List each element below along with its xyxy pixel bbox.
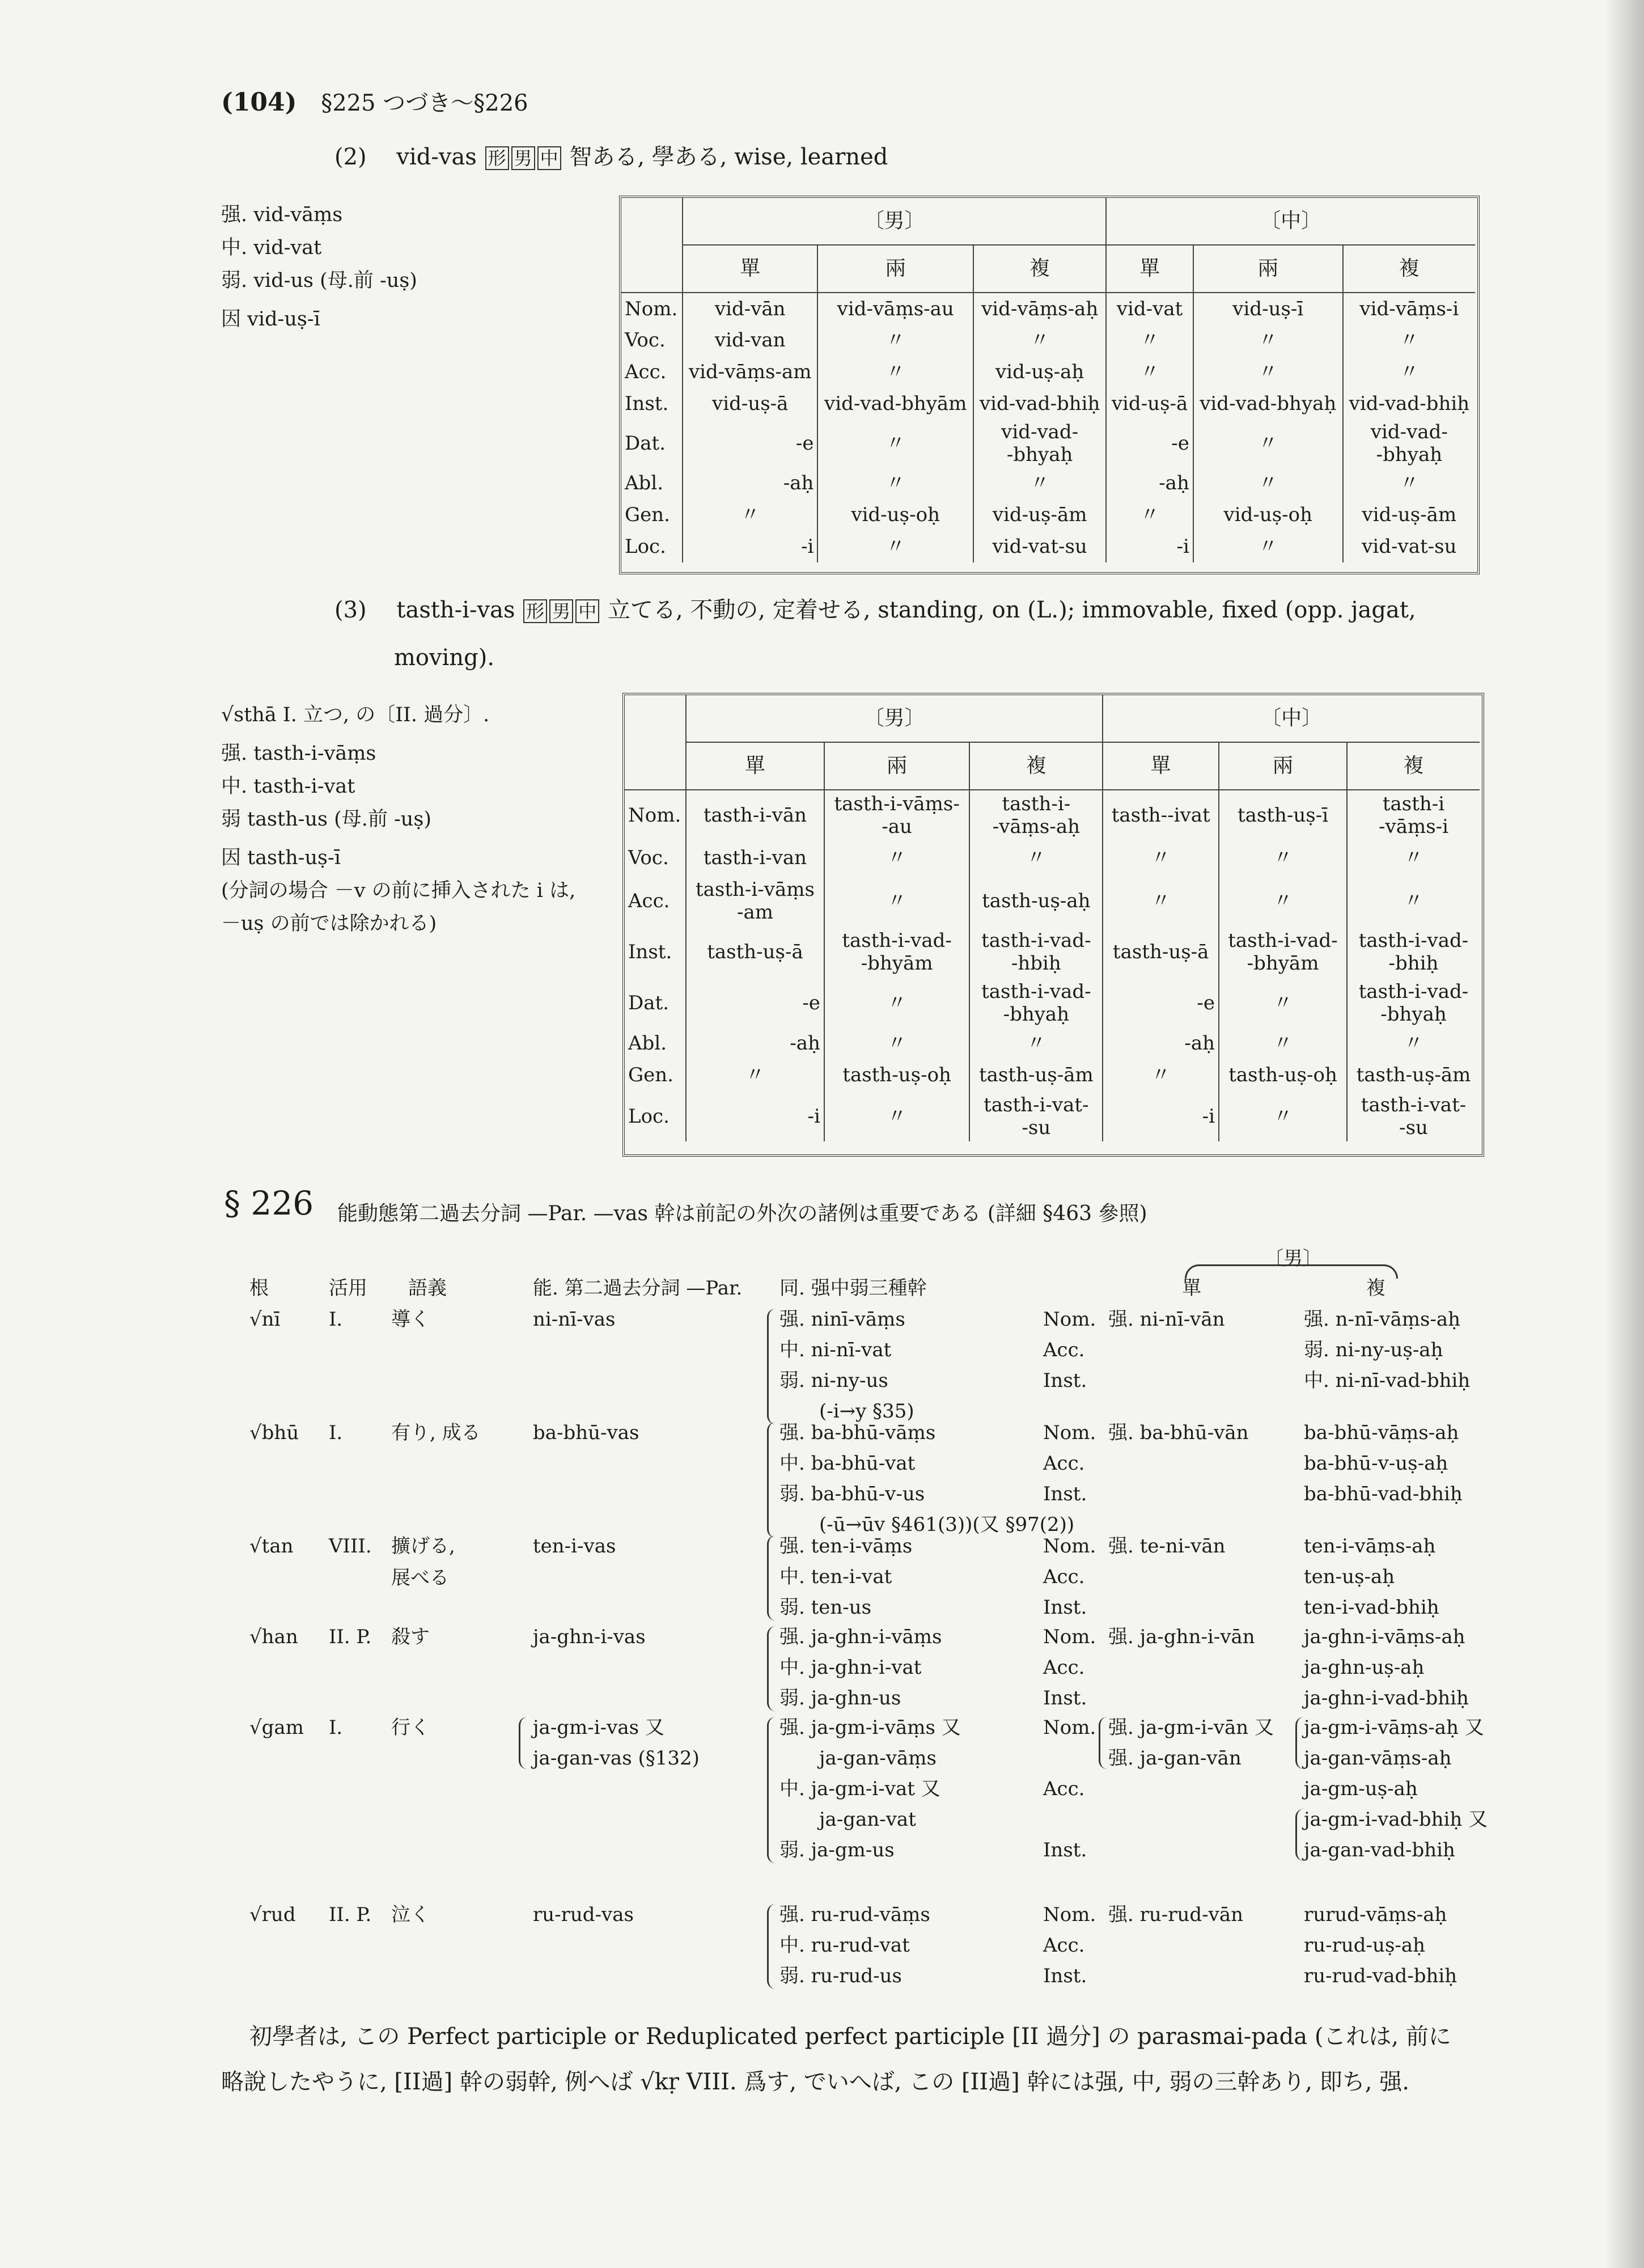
stem-form: 中. ten-i-vat	[779, 1565, 892, 1588]
form-cell: 〃	[1343, 356, 1475, 388]
form-cell: tasth-uṣ-ā	[1103, 926, 1219, 978]
plural-form: 强. n-nī-vāṃs-aḥ	[1304, 1308, 1461, 1331]
form-cell: vid-vāṃs-au	[817, 293, 973, 324]
form-cell: tasth-i-vān	[686, 790, 824, 840]
stem-form: (-ū→ūv §461(3))(又 §97(2))	[819, 1513, 1075, 1536]
case-label: Nom.	[1043, 1716, 1096, 1739]
case-label: Dat.	[628, 992, 670, 1014]
plural-form: ba-bhū-vāṃs-aḥ	[1304, 1421, 1459, 1444]
hdr-root: 根	[249, 1277, 269, 1300]
participle-stem: ba-bhū-vas	[533, 1421, 639, 1444]
plural-form: ja-gan-vāṃs-aḥ	[1304, 1747, 1452, 1770]
stem-strong: 强. tasth-i-vāṃs	[221, 742, 376, 765]
entry-2-stem-list	[221, 198, 417, 336]
plural-form: ba-bhū-v-uṣ-aḥ	[1304, 1452, 1448, 1475]
form-cell: vid-van	[683, 324, 817, 356]
form-cell: tasth-i-vad- -bhiḥ	[1347, 926, 1480, 978]
neut-header: 〔中〕	[1106, 198, 1475, 245]
root: √bhū	[249, 1421, 299, 1444]
pl-header: 複	[969, 742, 1103, 790]
form-cell: 〃	[1106, 356, 1193, 388]
form-cell: tasth-uṣ-ām	[1347, 1059, 1480, 1091]
case-label: Gen.	[625, 503, 670, 526]
tag-neuter: 中	[537, 146, 561, 170]
hdr-meaning: 語義	[408, 1277, 447, 1300]
declension-table-tasthivas	[625, 695, 1480, 1141]
stem-form: 强. ten-i-vāṃs	[779, 1535, 913, 1558]
stem-weak: 弱 tasth-us (母.前 -uṣ)	[221, 808, 431, 831]
neut-header: 〔中〕	[1103, 695, 1480, 742]
declension-table-vidvas	[621, 198, 1475, 562]
form-cell: tasth-i-vāṃs- -au	[824, 790, 969, 840]
table-row	[625, 876, 1480, 926]
stem-form: 强. ja-gm-i-vāṃs 又	[779, 1716, 961, 1739]
verb-class: I.	[329, 1716, 343, 1739]
form-cell: vid-vad-bhyām	[817, 388, 973, 420]
case-label: Inst.	[1043, 1965, 1087, 1987]
stem-form: 弱. ten-us	[779, 1596, 872, 1619]
stem-weak: 弱. vid-us (母.前 -uṣ)	[221, 269, 417, 292]
form-cell: 〃	[824, 978, 969, 1028]
form-cell: 〃	[817, 467, 973, 499]
plural-form: ja-gm-uṣ-aḥ	[1304, 1778, 1418, 1800]
stems-brace	[767, 1309, 776, 1424]
case-label: Inst.	[1043, 1369, 1087, 1392]
form-cell: tasth--ivat	[1103, 790, 1219, 840]
form-cell: vid-vad-bhiḥ	[1343, 388, 1475, 420]
stem-strong: 强. vid-vāṃs	[221, 204, 343, 226]
stem-form: 弱. ja-gm-us	[779, 1839, 895, 1861]
singular-form-alt: 强. ja-gan-vān	[1108, 1747, 1242, 1770]
du-header: 兩	[824, 742, 969, 790]
form-cell: 〃	[973, 324, 1106, 356]
case-label: Abl.	[628, 1032, 667, 1055]
plural-form: ten-i-vāṃs-aḥ	[1304, 1535, 1436, 1558]
form-cell: vid-vad- -bhyaḥ	[1343, 420, 1475, 467]
form-cell: 〃	[824, 840, 969, 876]
form-cell: -i	[1103, 1091, 1219, 1141]
stem-form: 强. ru-rud-vāṃs	[779, 1903, 930, 1926]
stems-brace	[767, 1535, 776, 1620]
case-label: Dat.	[625, 432, 666, 455]
case-label: Inst.	[1043, 1687, 1087, 1710]
case-label: Loc.	[628, 1105, 670, 1128]
form-cell: tasth-uṣ-aḥ	[969, 876, 1103, 926]
form-cell: 〃	[1219, 978, 1347, 1028]
plural-form: ru-rud-vad-bhiḥ	[1304, 1965, 1457, 1987]
participle-stem: ten-i-vas	[533, 1535, 616, 1558]
masc-header: 〔男〕	[683, 198, 1106, 245]
stem-middle: 中. tasth-i-vat	[221, 775, 355, 798]
plural-form: ru-rud-uṣ-aḥ	[1304, 1934, 1426, 1957]
table-row	[625, 1059, 1480, 1091]
hdr-class: 活用	[329, 1277, 367, 1300]
form-cell: 〃	[1193, 356, 1343, 388]
sg-header: 單	[1103, 742, 1219, 790]
table-row	[625, 926, 1480, 978]
form-cell: 〃	[683, 499, 817, 531]
form-cell: tasth-i-vat- -su	[969, 1091, 1103, 1141]
form-cell: tasth-i-vāṃs -am	[686, 876, 824, 926]
form-cell: tasth-i-vat- -su	[1347, 1091, 1480, 1141]
form-cell: tasth-i-van	[686, 840, 824, 876]
case-label: Nom.	[1043, 1535, 1096, 1558]
sg-header: 單	[686, 742, 824, 790]
tag-masculine: 男	[511, 146, 535, 170]
table-row	[621, 420, 1475, 467]
stem-form: 弱. ja-ghn-us	[779, 1687, 901, 1710]
form-cell: tasth-i-vad- -hbiḥ	[969, 926, 1103, 978]
form-cell: -e	[683, 420, 817, 467]
case-label: Loc.	[625, 535, 666, 558]
form-cell: 〃	[817, 356, 973, 388]
form-cell: 〃	[969, 1028, 1103, 1059]
case-label: Acc.	[1043, 1339, 1085, 1361]
form-cell: -aḥ	[1103, 1028, 1219, 1059]
participle-stem-alt: ja-gan-vas (§132)	[533, 1747, 700, 1770]
form-cell: vid-vad- -bhyaḥ	[973, 420, 1106, 467]
verb-class: VIII.	[329, 1535, 372, 1558]
root-note: √sthā I. 立つ, の〔II. 過分〕.	[221, 704, 490, 726]
plural-form: ten-i-vad-bhiḥ	[1304, 1596, 1439, 1619]
singular-form: 强. ru-rud-vān	[1108, 1903, 1244, 1926]
entry-gloss: 立てる, 不動の, 定着せる, standing, on (L.); immovable, fixed (opp. jagat,	[607, 597, 1416, 623]
form-cell: 〃	[817, 531, 973, 562]
case-label: Acc.	[1043, 1934, 1085, 1957]
form-cell: tasth-i-vad- -bhyām	[1219, 926, 1347, 978]
table-row	[621, 293, 1475, 324]
header-title: §225 つづき～§226	[321, 90, 528, 116]
singular-form: 强. ja-gm-i-vān 又	[1108, 1716, 1274, 1739]
form-cell: 〃	[1347, 876, 1480, 926]
case-label: Inst.	[625, 392, 669, 415]
plural-form: rurud-vāṃs-aḥ	[1304, 1903, 1447, 1926]
stem-form: 强. ba-bhū-vāṃs	[779, 1421, 936, 1444]
form-cell: 〃	[1103, 1059, 1219, 1091]
case-label: Acc.	[628, 890, 670, 912]
case-label: Gen.	[628, 1064, 673, 1086]
footer-line-1: 初學者は, この Perfect participle or Reduplicated perfect participle [II 過分] の parasmai-pada (これは, 前に	[249, 2024, 1451, 2050]
table-row	[621, 531, 1475, 562]
verb-class: II. P.	[329, 1903, 372, 1926]
form-cell: vid-vāṃs-am	[683, 356, 817, 388]
sec226-masc-header: 〔男〕	[1264, 1247, 1322, 1270]
singular-form: 强. ba-bhū-vān	[1108, 1421, 1249, 1444]
participle-stem: ja-ghn-i-vas	[533, 1626, 646, 1648]
sg-header: 單	[1106, 245, 1193, 293]
form-cell: vid-uṣ-ām	[973, 499, 1106, 531]
form-cell: 〃	[1347, 1028, 1480, 1059]
form-cell: -i	[683, 531, 817, 562]
form-cell: -aḥ	[686, 1028, 824, 1059]
du-header: 兩	[1193, 245, 1343, 293]
stems-brace	[767, 1717, 776, 1863]
entry-number: (2)	[334, 144, 367, 170]
stem-feminine: 因 tasth-uṣ-ī	[221, 847, 341, 869]
table-row	[621, 324, 1475, 356]
form-cell: 〃	[824, 1028, 969, 1059]
case-label: Nom.	[1043, 1421, 1096, 1444]
stem-form: 中. ja-ghn-i-vat	[779, 1656, 922, 1679]
form-cell: -e	[686, 978, 824, 1028]
form-cell: -e	[1106, 420, 1193, 467]
form-cell: tasth-i- -vāṃs-aḥ	[969, 790, 1103, 840]
hdr-plural: 複	[1366, 1277, 1385, 1300]
root: √tan	[249, 1535, 294, 1558]
entry-gloss: 智ある, 學ある, wise, learned	[569, 144, 888, 170]
stem-form: 强. ninī-vāṃs	[779, 1308, 905, 1331]
form-cell: tasth-i-vad- -bhyām	[824, 926, 969, 978]
form-cell: vid-vāṃs-i	[1343, 293, 1475, 324]
meaning-cont: 展べる	[391, 1567, 449, 1589]
stem-form: 中. ni-nī-vat	[779, 1339, 892, 1361]
meaning: 擴げる,	[391, 1535, 455, 1558]
form-cell: vid-uṣ-ā	[683, 388, 817, 420]
plural-form: ja-ghn-i-vāṃs-aḥ	[1304, 1626, 1465, 1648]
form-cell: 〃	[1193, 420, 1343, 467]
case-label: Nom.	[628, 803, 681, 827]
page-number: (104)	[221, 88, 297, 117]
case-label: Nom.	[1043, 1308, 1096, 1331]
form-cell: vid-uṣ-ām	[1343, 499, 1475, 531]
section-226-description: 能動態第二過去分詞 —Par. —vas 幹は前記の外次の諸例は重要である (詳細 §463 參照)	[337, 1202, 1147, 1225]
form-cell: vid-uṣ-oḥ	[817, 499, 973, 531]
table-row	[625, 1091, 1480, 1141]
stems-brace	[767, 1904, 776, 1989]
entry-3-heading	[334, 587, 1416, 681]
form-cell: vid-vad-bhiḥ	[973, 388, 1106, 420]
corner-cell	[625, 695, 686, 790]
case-label: Acc.	[1043, 1452, 1085, 1475]
hdr-singular: 單	[1182, 1277, 1201, 1300]
entry-2-heading	[334, 134, 888, 181]
plural-form: ja-gm-i-vad-bhiḥ 又	[1304, 1808, 1488, 1831]
case-label: Nom.	[1043, 1903, 1096, 1926]
note-line-2: －uṣ の前では除かれる)	[221, 912, 437, 935]
form-cell: -i	[1106, 531, 1193, 562]
case-label: Acc.	[1043, 1565, 1085, 1588]
plural-form: 中. ni-nī-vad-bhiḥ	[1304, 1369, 1471, 1392]
form-cell: -aḥ	[1106, 467, 1193, 499]
table-row	[621, 388, 1475, 420]
entry-gloss-cont: moving).	[394, 645, 495, 671]
singular-form: 强. ni-nī-vān	[1108, 1308, 1225, 1331]
form-cell: vid-vāṃs-aḥ	[973, 293, 1106, 324]
plural-form: ja-gm-i-vāṃs-aḥ 又	[1304, 1716, 1484, 1739]
form-cell: 〃	[1106, 324, 1193, 356]
form-cell: -i	[686, 1091, 824, 1141]
entry-stem: vid-vas	[396, 144, 477, 170]
stem-form: 强. ja-ghn-i-vāṃs	[779, 1626, 942, 1648]
participle-stem: ni-nī-vas	[533, 1308, 616, 1331]
form-cell: vid-vat-su	[973, 531, 1106, 562]
case-label: Inst.	[1043, 1596, 1087, 1619]
meaning: 泣く	[391, 1903, 430, 1926]
pl-header: 複	[1347, 742, 1480, 790]
verb-class: II. P.	[329, 1626, 372, 1648]
form-cell: vid-vān	[683, 293, 817, 324]
form-cell: 〃	[824, 876, 969, 926]
pl-header: 複	[973, 245, 1106, 293]
table-row	[621, 467, 1475, 499]
hdr-participle: 能. 第二過去分詞 —Par.	[533, 1277, 743, 1300]
plural-form: 弱. ni-ny-uṣ-aḥ	[1304, 1339, 1443, 1361]
stem-middle: 中. vid-vat	[221, 236, 322, 259]
case-label: Nom.	[1043, 1626, 1096, 1648]
participle-brace	[519, 1717, 527, 1769]
participle-stem: ru-rud-vas	[533, 1903, 634, 1926]
du-header: 兩	[1219, 742, 1347, 790]
form-cell: tasth-i-vad- -bhyaḥ	[969, 978, 1103, 1028]
sg-header: 單	[683, 245, 817, 293]
form-cell: 〃	[817, 420, 973, 467]
form-cell: -e	[1103, 978, 1219, 1028]
tag-neuter: 中	[575, 599, 599, 623]
case-label: Inst.	[1043, 1483, 1087, 1505]
form-cell: vid-vad-bhyaḥ	[1193, 388, 1343, 420]
case-label: Acc.	[625, 361, 667, 383]
form-cell: 〃	[1193, 467, 1343, 499]
du-header: 兩	[817, 245, 973, 293]
form-cell: 〃	[1343, 324, 1475, 356]
meaning: 有り, 成る	[391, 1421, 481, 1444]
form-cell: 〃	[686, 1059, 824, 1091]
case-label: Voc.	[628, 847, 669, 869]
table-row	[625, 840, 1480, 876]
case-label: Acc.	[1043, 1656, 1085, 1679]
case-label: Acc.	[1043, 1778, 1085, 1800]
stem-form: 弱. ba-bhū-v-us	[779, 1483, 925, 1505]
sg-brace	[1099, 1717, 1107, 1769]
form-cell: 〃	[824, 1091, 969, 1141]
stem-form: (-i→y §35)	[819, 1400, 914, 1423]
meaning: 行く	[391, 1716, 430, 1739]
table-row	[625, 1028, 1480, 1059]
stem-form: ja-gan-vāṃs	[819, 1747, 937, 1770]
tag-adjective: 形	[523, 599, 547, 623]
form-cell: tasth-uṣ-ī	[1219, 790, 1347, 840]
stem-form: 弱. ru-rud-us	[779, 1965, 902, 1987]
case-label: Voc.	[625, 329, 666, 352]
root: √gam	[249, 1716, 304, 1739]
meaning: 殺す	[391, 1626, 430, 1648]
stem-form: ja-gan-vat	[819, 1808, 916, 1831]
page-header	[221, 85, 528, 117]
case-label: Inst.	[1043, 1839, 1087, 1861]
singular-form: 强. te-ni-vān	[1108, 1535, 1226, 1558]
form-cell: tasth-i-vad- -bhyaḥ	[1347, 978, 1480, 1028]
plural-form: ja-ghn-i-vad-bhiḥ	[1304, 1687, 1469, 1710]
form-cell: 〃	[1343, 467, 1475, 499]
form-cell: tasth-uṣ-oḥ	[824, 1059, 969, 1091]
page-edge-shadow	[1604, 0, 1644, 2268]
stems-brace	[767, 1626, 776, 1711]
pl-brace	[1295, 1717, 1304, 1769]
form-cell: vid-uṣ-oḥ	[1193, 499, 1343, 531]
hdr-stems: 同. 强中弱三種幹	[779, 1277, 927, 1300]
stem-feminine: 因 vid-uṣ-ī	[221, 308, 320, 331]
table-row	[625, 790, 1480, 840]
table-row	[625, 978, 1480, 1028]
entry-3-stem-list	[221, 699, 575, 940]
form-cell: 〃	[1219, 840, 1347, 876]
form-cell: 〃	[1193, 531, 1343, 562]
pl-header: 複	[1343, 245, 1475, 293]
form-cell: vid-uṣ-ī	[1193, 293, 1343, 324]
form-cell: tasth-uṣ-ā	[686, 926, 824, 978]
root: √han	[249, 1626, 298, 1648]
section-226-title: § 226	[224, 1184, 314, 1222]
verb-class: I.	[329, 1421, 343, 1444]
plural-form: ba-bhū-vad-bhiḥ	[1304, 1483, 1463, 1505]
stem-form: 中. ba-bhū-vat	[779, 1452, 916, 1475]
stems-brace	[767, 1422, 776, 1538]
form-cell: vid-uṣ-aḥ	[973, 356, 1106, 388]
root: √nī	[249, 1308, 281, 1331]
form-cell: tasth-uṣ-ām	[969, 1059, 1103, 1091]
form-cell: vid-uṣ-ā	[1106, 388, 1193, 420]
form-cell: tasth-i -vāṃs-i	[1347, 790, 1480, 840]
stem-form: 中. ru-rud-vat	[779, 1934, 910, 1957]
root: √rud	[249, 1903, 296, 1926]
tag-masculine: 男	[549, 599, 573, 623]
form-cell: -aḥ	[683, 467, 817, 499]
entry-number: (3)	[334, 597, 367, 623]
tag-adjective: 形	[485, 146, 509, 170]
form-cell: 〃	[973, 467, 1106, 499]
form-cell: 〃	[1193, 324, 1343, 356]
form-cell: 〃	[1103, 840, 1219, 876]
stem-form: 弱. ni-ny-us	[779, 1369, 888, 1392]
form-cell: 〃	[1347, 840, 1480, 876]
form-cell: 〃	[1219, 1091, 1347, 1141]
form-cell: 〃	[1219, 1028, 1347, 1059]
case-label: Abl.	[625, 472, 663, 494]
form-cell: 〃	[1106, 499, 1193, 531]
form-cell: 〃	[1219, 876, 1347, 926]
masc-header: 〔男〕	[686, 695, 1103, 742]
table-row	[621, 356, 1475, 388]
form-cell: 〃	[1103, 876, 1219, 926]
meaning: 導く	[391, 1308, 430, 1331]
verb-class: I.	[329, 1308, 343, 1331]
footer-line-2: 略說したやうに, [II過] 幹の弱幹, 例へば √kṛ VIII. 爲す, でいへば, この [II過] 幹には强, 中, 弱の三幹あり, 即ち, 强.	[221, 2069, 1409, 2095]
entry-stem: tasth-i-vas	[396, 597, 515, 623]
case-label: Inst.	[628, 941, 672, 963]
form-cell: 〃	[817, 324, 973, 356]
plural-form: ja-ghn-uṣ-aḥ	[1304, 1656, 1425, 1679]
pl-brace	[1295, 1809, 1304, 1861]
form-cell: vid-vat	[1106, 293, 1193, 324]
form-cell: 〃	[969, 840, 1103, 876]
form-cell: vid-vat-su	[1343, 531, 1475, 562]
singular-form: 强. ja-ghn-i-vān	[1108, 1626, 1255, 1648]
stem-form: 中. ja-gm-i-vat 又	[779, 1778, 940, 1800]
note-line-1: (分詞の場合 －v の前に挿入された i は,	[221, 879, 576, 902]
participle-stem: ja-gm-i-vas 又	[533, 1716, 664, 1739]
case-label: Nom.	[625, 297, 678, 320]
form-cell: tasth-uṣ-oḥ	[1219, 1059, 1347, 1091]
plural-form: ten-uṣ-aḥ	[1304, 1565, 1395, 1588]
table-row	[621, 499, 1475, 531]
plural-form: ja-gan-vad-bhiḥ	[1304, 1839, 1455, 1861]
corner-cell	[621, 198, 683, 293]
